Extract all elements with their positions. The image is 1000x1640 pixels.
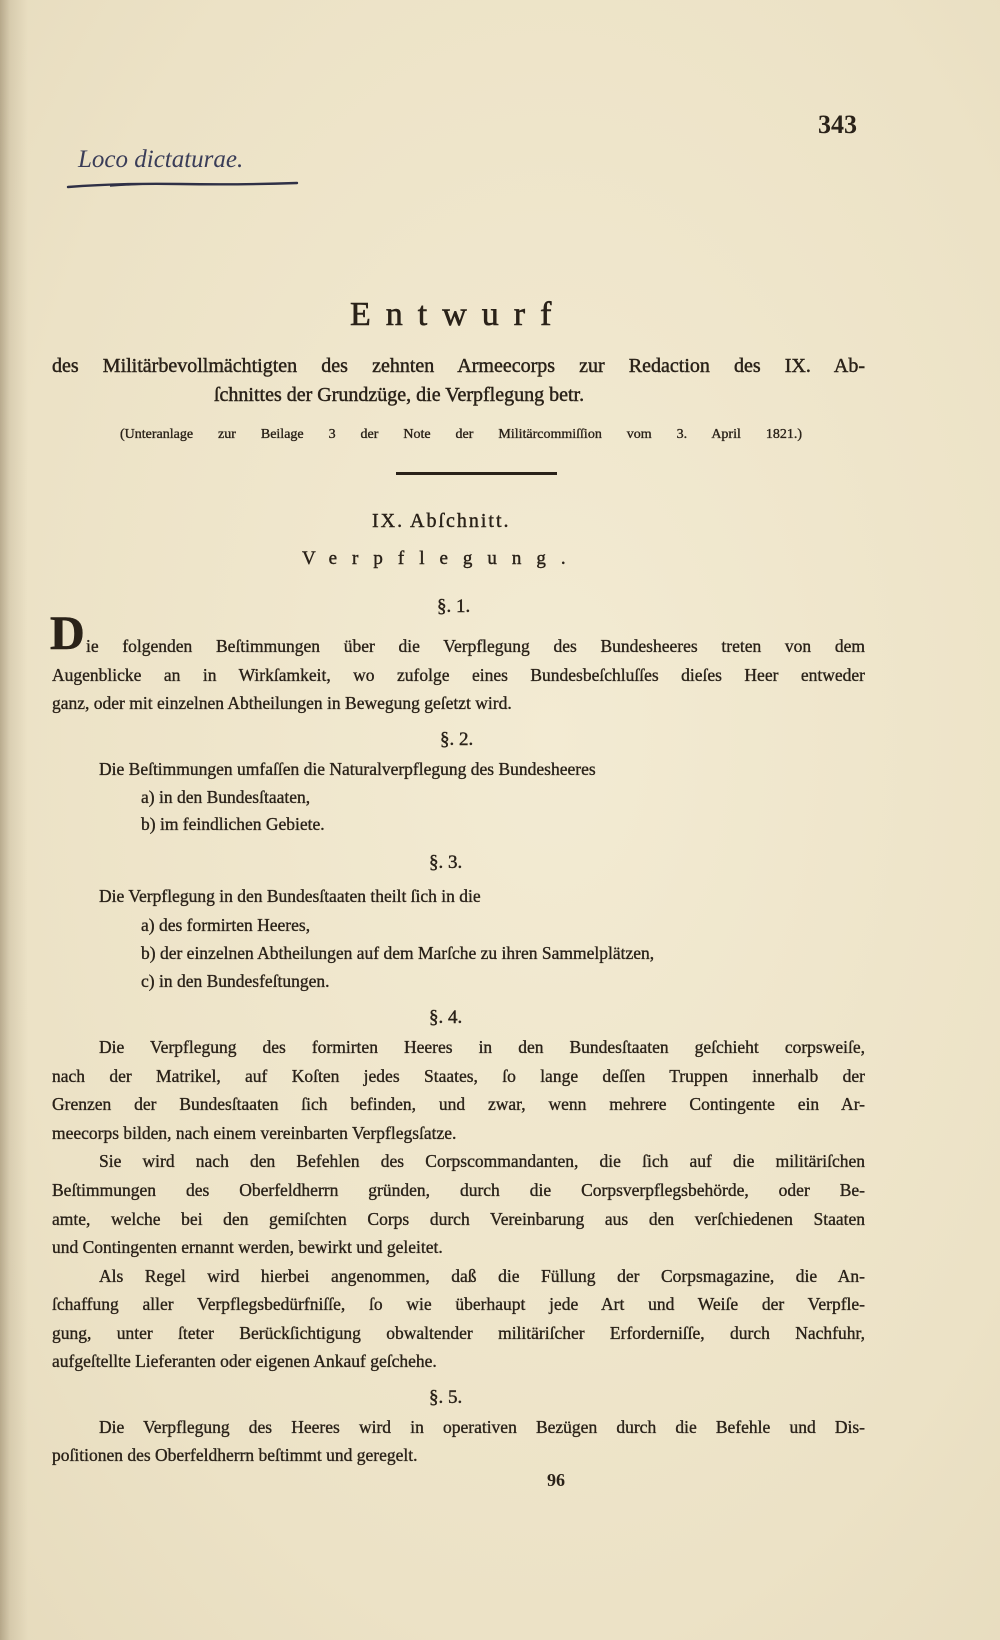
page-number: 343 xyxy=(818,110,857,139)
list-item: a) in den Bundesſtaaten, xyxy=(141,787,311,807)
title-note: (Unteranlage zur Beilage 3 der Note der Militärcommiſſion vom 3. April 1821.) xyxy=(120,427,802,442)
text-line: Grenzen der Bundesſtaaten ſich befinden, und zwar, wenn mehrere Contingente ein Ar- xyxy=(52,1094,865,1114)
title-subtitle-line: ſchnittes der Grundzüge, die Verpflegung betr. xyxy=(214,384,585,406)
paragraph-heading: §. 3. xyxy=(429,852,463,873)
text-line: Die Verpflegung des formirten Heeres in den Bundesſtaaten geſchieht corpsweiſe, xyxy=(99,1037,865,1057)
text-line: ganz, oder mit einzelnen Abtheilungen in Bewegung geſetzt wird. xyxy=(52,693,512,713)
paragraph-heading: §. 1. xyxy=(437,596,471,617)
section-name: Verpflegung. xyxy=(302,548,581,569)
section-number: IX. Abſchnitt. xyxy=(372,510,511,532)
text-line: Beſtimmungen des Oberfeldherrn gründen, durch die Corpsverpflegsbehörde, oder Be- xyxy=(52,1180,865,1200)
document-title: Entwurf xyxy=(350,296,567,333)
paragraph-heading: §. 4. xyxy=(429,1007,463,1028)
text-line: gung, unter ſteter Berückſichtigung obwaltender militäriſcher Erforderniſſe, durch Nachfuhr, xyxy=(52,1323,865,1343)
text-line: Die Verpflegung in den Bundesſtaaten theilt ſich in die xyxy=(99,886,481,906)
text-line: Die Beſtimmungen umfaſſen die Naturalverpflegung des Bundesheeres xyxy=(99,759,596,779)
text-line: meecorps bilden, nach einem vereinbarten Verpflegsſatze. xyxy=(52,1123,457,1143)
handwritten-annotation: Loco dictaturae. xyxy=(78,146,244,173)
text-line: Augenblicke an in Wirkſamkeit, wo zufolge eines Bundesbeſchluſſes dieſes Heer entweder xyxy=(52,665,865,685)
text-line: Als Regel wird hierbei angenommen, daß die Füllung der Corpsmagazine, die An- xyxy=(99,1266,865,1286)
list-item: c) in den Bundesfeſtungen. xyxy=(141,971,330,991)
text-line: ie folgenden Beſtimmungen über die Verpflegung des Bundesheeres treten von dem xyxy=(86,636,865,656)
text-line: poſitionen des Oberfeldherrn beſtimmt und geregelt. xyxy=(52,1445,418,1465)
text-line: aufgeſtellte Lieferanten oder eigenen Ankauf geſchehe. xyxy=(52,1351,437,1371)
text-line: nach der Matrikel, auf Koſten jedes Staates, ſo lange deſſen Truppen innerhalb der xyxy=(52,1066,865,1086)
list-item: b) der einzelnen Abtheilungen auf dem Marſche zu ihren Sammelplätzen, xyxy=(141,943,655,963)
text-line: ſchaffung aller Verpflegsbedürfniſſe, ſo wie überhaupt jede Art und Weiſe der Verpfle- xyxy=(52,1294,865,1314)
drop-cap: D xyxy=(50,607,85,660)
text-line: und Contingenten ernannt werden, bewirkt und geleitet. xyxy=(52,1237,443,1257)
annotation-underline xyxy=(0,0,320,200)
title-subtitle-line: des Militärbevollmächtigten des zehnten Armeecorps zur Redaction des IX. Ab- xyxy=(52,355,865,377)
list-item: b) im feindlichen Gebiete. xyxy=(141,814,325,834)
list-item: a) des formirten Heeres, xyxy=(141,915,311,935)
text-line: Die Verpflegung des Heeres wird in operativen Bezügen durch die Befehle und Dis- xyxy=(99,1417,865,1437)
paragraph-heading: §. 2. xyxy=(440,729,474,750)
paragraph-heading: §. 5. xyxy=(429,1387,463,1408)
signature-mark: 96 xyxy=(547,1470,565,1490)
text-line: Sie wird nach den Befehlen des Corpscommandanten, die ſich auf die militäriſchen xyxy=(99,1151,865,1171)
title-divider xyxy=(396,472,557,475)
text-line: amte, welche bei den gemiſchten Corps durch Vereinbarung aus den verſchiedenen Staaten xyxy=(52,1209,865,1229)
